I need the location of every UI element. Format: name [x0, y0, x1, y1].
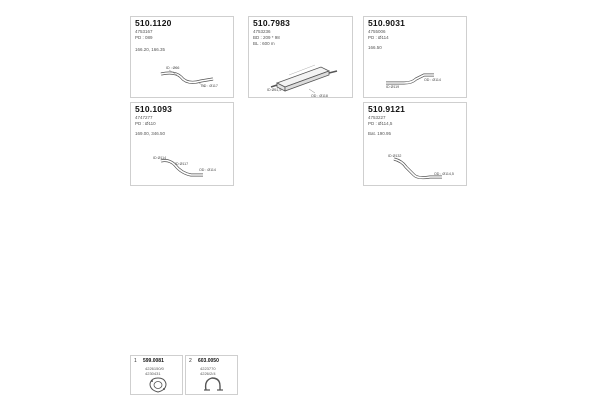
exhaust-pipe-diagram [364, 17, 468, 99]
part-info-line: PD : Ø110 [135, 121, 156, 126]
exhaust-pipe-diagram [131, 103, 235, 187]
part-card-510-1093[interactable] [130, 102, 234, 186]
part-info-line: 4753227 [368, 115, 386, 120]
part-info-line: 4755006 [368, 29, 386, 34]
diagram-label: OD : Ø114 [424, 78, 441, 82]
exhaust-pipe-diagram [131, 17, 235, 99]
accessory-card-1[interactable] [130, 355, 183, 395]
part-number: 510.1093 [135, 104, 173, 114]
diagram-label: OD : Ø114 [199, 168, 216, 172]
clamp-icon [186, 356, 239, 396]
part-info-line: Bat. 190.95 [368, 131, 392, 136]
part-card-510-9121[interactable] [363, 102, 467, 186]
part-card-510-7983[interactable] [248, 16, 353, 98]
diagram-label: ID Ø114 [153, 156, 167, 160]
muffler-diagram [249, 17, 354, 99]
diagram-label: ID Ø132 [388, 154, 402, 158]
diagram-label: OD : Ø117 [201, 84, 218, 88]
gasket-icon [131, 356, 184, 396]
part-number: 510.9121 [368, 104, 406, 114]
accessory-number: 599.0081 [143, 358, 164, 364]
accessory-info-line: 4226/2/4 [200, 371, 216, 376]
diagram-label: OD : Ø118 [311, 94, 328, 98]
exhaust-pipe-diagram [364, 103, 468, 187]
part-number: 510.1120 [135, 18, 172, 28]
part-info-line: 4747277 [135, 115, 153, 120]
part-info-line: 4753167 [135, 29, 153, 34]
diagram-label: ID Ø117 [175, 162, 189, 166]
diagram-label: ID : Ø66 [166, 66, 180, 70]
part-info-line: 166.20, 166.35 [135, 47, 166, 52]
part-info-line: PD : Ø114 [368, 35, 389, 40]
part-info-line: BD : 209 * 98 [253, 35, 280, 40]
diagram-label: OD : Ø114,5 [434, 172, 454, 176]
accessory-info-line: 4226150/0 [145, 366, 164, 371]
accessory-card-2[interactable] [185, 355, 238, 395]
part-info-line: 166.50 [368, 45, 382, 50]
part-number: 510.9031 [368, 18, 406, 28]
part-info-line: PD : Ø114,5 [368, 121, 393, 126]
part-info-line: PD : 089 [135, 35, 153, 40]
part-info-line: 169.00, 346.50 [135, 131, 166, 136]
part-number: 510.7983 [253, 18, 291, 28]
part-info-line: 4753236 [253, 29, 271, 34]
accessory-number: 603.0050 [198, 358, 219, 364]
accessory-index: 1 [134, 358, 137, 364]
part-card-510-9031[interactable] [363, 16, 467, 98]
part-info-line: BL : 600 m [253, 41, 275, 46]
diagram-label: ID Ø119 [386, 85, 400, 89]
accessory-index: 2 [189, 358, 192, 364]
part-card-510-1120[interactable] [130, 16, 234, 98]
accessory-info-line: 4230431 [145, 371, 161, 376]
accessory-info-line: 4223770 [200, 366, 216, 371]
diagram-label: ID Ø51,5 [267, 88, 282, 92]
